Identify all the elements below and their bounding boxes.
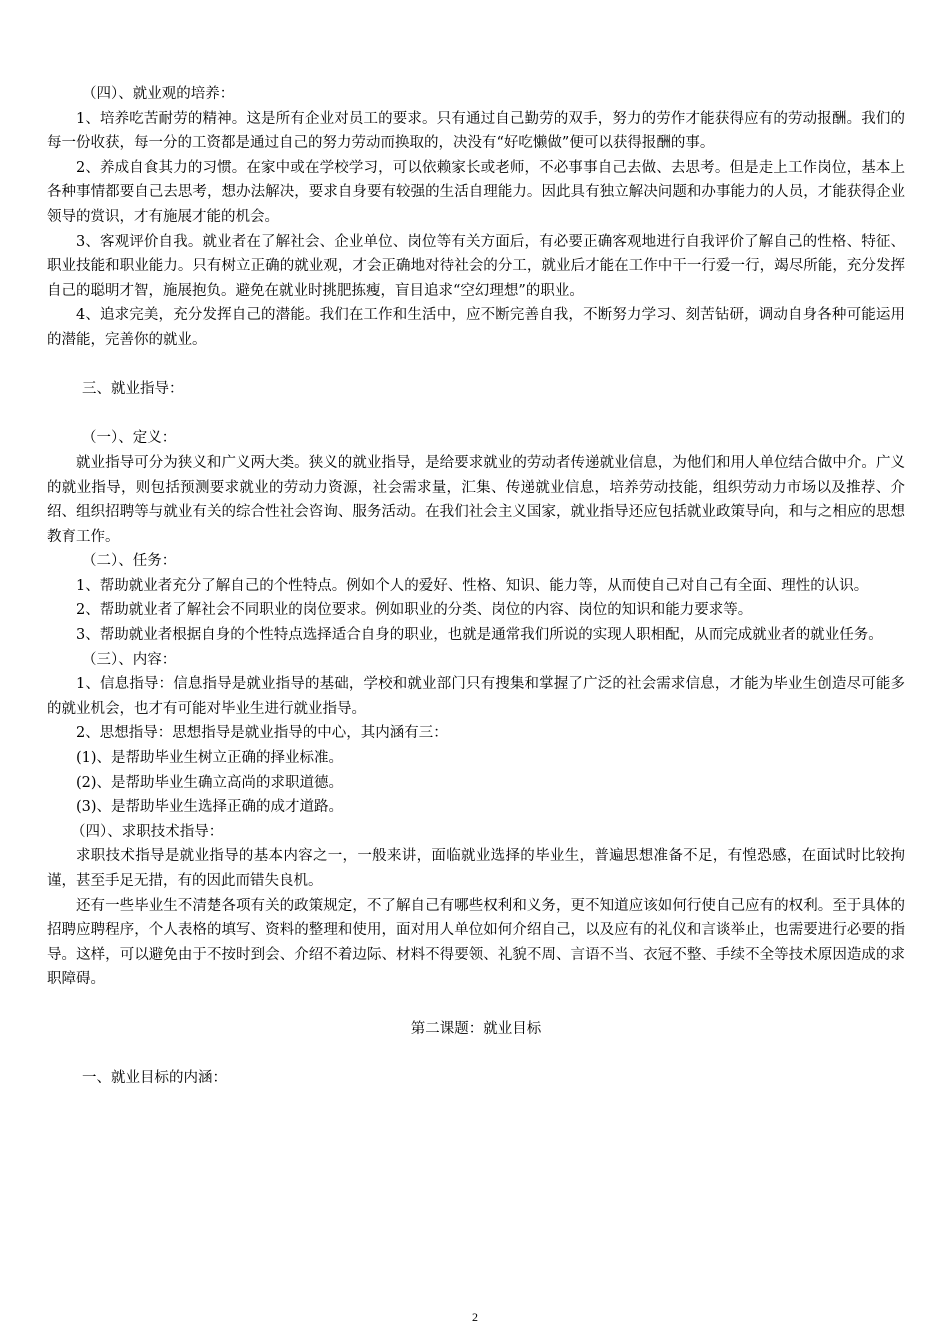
paragraph-job-skills-1: 求职技术指导是就业指导的基本内容之一，一般来讲，面临就业选择的毕业生，普遍思想准备不足，有惶恐感，在面试时比较拘谨，甚至手足无措，有的因此而错失良机。 [47,848,905,889]
paragraph-self-reliance: 2、养成自食其力的习惯。在家中或在学校学习，可以依赖家长或老师，不必事事自己去做、去思考。但是走上工作岗位，基本上各种事情都要自己去思考，想办法解决，要求自身要有较强的生活自理能力。因此具有独立解决问题和办事能力的人员，才能获得企业领导的赏识，才有施展才能的机会。 [47,159,905,225]
paragraph-pursue-perfection: 4、追求完美，充分发挥自己的潜能。我们在工作和生活中，应不断完善自我，不断努力学习、刻苦钻研，调动自身各种可能运用的潜能，完善你的就业。 [47,307,905,348]
section-heading-employment-view: （四）、就业观的培养： [82,86,235,102]
list-item: (1)、是帮助毕业生树立正确的择业标准。 [76,750,344,767]
section-heading-content: （三）、内容： [82,651,177,668]
list-item: (3)、是帮助毕业生选择正确的成才道路。 [76,799,344,816]
section-heading-definition: （一）、定义： [82,430,177,447]
spacer [47,1041,905,1066]
paragraph-task-2: 2、帮助就业者了解社会不同职业的岗位要求。例如职业的分类、岗位的内容、岗位的知识和能力要求等。 [76,602,753,619]
spacer [47,992,905,1017]
paragraph-content-1: 1、信息指导：信息指导是就业指导的基础，学校和就业部门只有搜集和掌握了广泛的社会需求信息，才能为毕业生创造尽可能多的就业机会，也才有可能对毕业生进行就业指导。 [47,676,905,717]
section-heading-goal-meaning: 一、就业目标的内涵： [82,1069,227,1086]
paragraph-hardworking: 1、培养吃苦耐劳的精神。这是所有企业对员工的要求。只有通过自己勤劳的双手，努力的劳作才能获得应有的劳动报酬。我们的每一份收获，每一分的工资都是通过自己的努力劳动而换取的，决没有“好吃懒做”便可以获得报酬的事。 [47,110,905,152]
spacer [47,353,905,378]
section-heading-job-skills: （四）、求职技术指导： [71,823,224,840]
paragraph-self-evaluation: 3、客观评价自我。就业者在了解社会、企业单位、岗位等有关方面后，有必要正确客观地进行自我评价了解自己的性格、特征、职业技能和职业能力。只有树立正确的就业观，才会正确地对待社会的分工，就业后才能在工作中干一行爱一行，竭尽所能，充分发挥自己的聪明才智，施展抱负。避免在就业时挑肥拣瘦，盲目追求“空幻理想”的职业。 [47,233,905,299]
list-item: (2)、是帮助毕业生确立高尚的求职道德。 [76,774,344,791]
paragraph-task-1: 1、帮助就业者充分了解自己的个性特点。例如个人的爱好、性格、知识、能力等，从而使自己对自己有全面、理性的认识。 [76,577,869,594]
paragraph-definition: 就业指导可分为狭义和广义两大类。狭义的就业指导，是给要求就业的劳动者传递就业信息，为他们和用人单位结合做中介。广义的就业指导，则包括预测要求就业的劳动力资源，社会需求量，汇集、传递就业信息，培养劳动技能，组织劳动力市场以及推荐、介绍、组织招聘等与就业有关的综合性社会咨询、服务活动。在我们社会主义国家，就业指导还应包括就业政策导向，和与之相应的思想教育工作。 [47,454,905,545]
section-heading-tasks: （二）、任务： [82,553,177,570]
paragraph-task-3: 3、帮助就业者根据自身的个性特点选择适合自身的职业，也就是通常我们所说的实现人职相配，从而完成就业者的就业任务。 [76,627,883,644]
document-body [47,82,905,1090]
part-heading-employment-guidance: 三、就业指导： [82,381,184,398]
page-number: 2 [472,1310,478,1324]
lesson-title: 第二课题：就业目标 [410,1020,542,1037]
paragraph-job-skills-2: 还有一些毕业生不清楚各项有关的政策规定，不了解自己有哪些权利和义务，更不知道应该如何行使自己应有的权利。至于具体的招聘应聘程序，个人表格的填写、资料的整理和使用，面对用人单位如何介绍自己，以及应有的礼仪和言谈举止，也需要进行必要的指导。这样，可以避免由于不按时到会、介绍不着边际、材料不得要领、礼貌不周、言语不当、衣冠不整、手续不全等技术原因造成的求职障碍。 [47,897,905,988]
spacer [47,402,905,427]
paragraph-content-2: 2、思想指导：思想指导是就业指导的中心，其内涵有三： [76,725,448,742]
